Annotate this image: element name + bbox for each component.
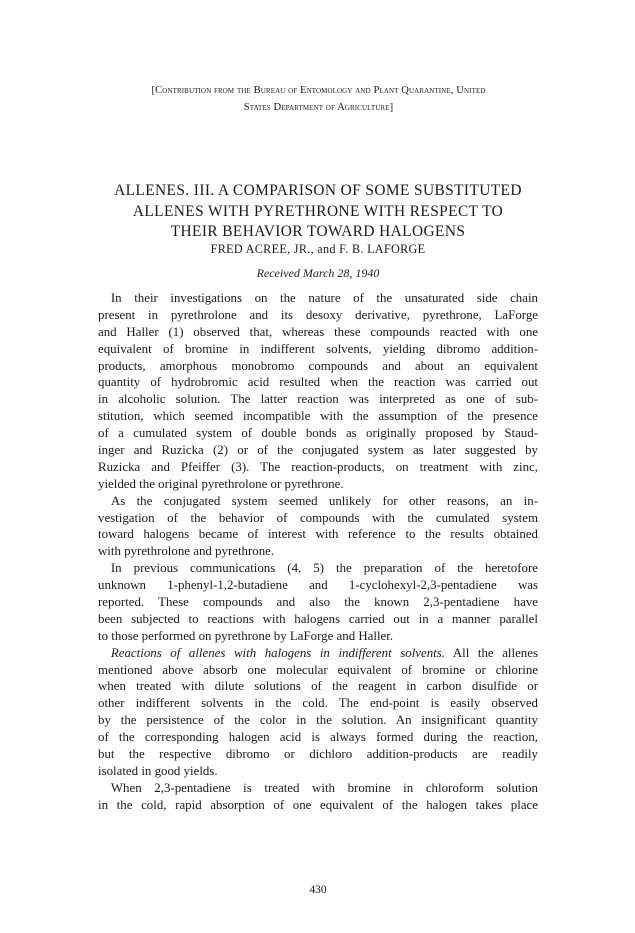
- body-line: inger and Ruzicka (2) or of the conjugated system as later suggested by: [98, 443, 538, 458]
- body-line: quantity of hydrobromic acid resulted when the reaction was carried out: [98, 375, 538, 390]
- body-line: of a cumulated system of double bonds as originally proposed by Staud-: [98, 426, 538, 441]
- body-line: isolated in good yields.: [98, 763, 218, 778]
- body-line: vestigation of the behavior of compounds with the cumulated system: [98, 510, 538, 525]
- body-line: equivalent of bromine in indifferent solvents, yielding dibromo addition-: [98, 341, 538, 356]
- body-line: but the respective dibromo or dichloro addition-products are readily: [98, 747, 538, 762]
- body-line: Ruzicka and Pfeiffer (3). The reaction-products, on treatment with zinc,: [98, 459, 538, 474]
- body-line: As the conjugated system seemed unlikely for other reasons, an in-: [98, 493, 538, 508]
- body-line: stitution, which seemed incompatible with the assumption of the presence: [98, 409, 538, 424]
- body-line: with pyrethrolone and pyrethrone.: [98, 544, 275, 559]
- body-line: to those performed on pyrethrone by LaForge and Haller.: [98, 628, 394, 643]
- section-heading-reactions: Reactions of allenes with halogens in indifferent solvents.: [110, 645, 445, 660]
- body-line: In previous communications (4, 5) the preparation of the heretofore: [98, 561, 538, 576]
- body-text: All the allenes: [452, 645, 538, 660]
- body-line: When 2,3-pentadiene is treated with bromine in chloroform solution: [98, 780, 538, 795]
- article-body: [98, 290, 538, 814]
- contribution-line-2: States Department of Agriculture]: [243, 102, 394, 113]
- body-line: in the cold, rapid absorption of one equivalent of the halogen takes place: [98, 797, 538, 812]
- body-line: been subjected to reactions with halogens carried out in a manner parallel: [98, 611, 538, 626]
- body-line: toward halogens became of interest with reference to the results obtained: [98, 527, 538, 542]
- author-line: FRED ACREE, JR., and F. B. LAFORGE: [210, 242, 426, 256]
- reactions-paragraph-first-line: [98, 645, 538, 662]
- title-line-3: THEIR BEHAVIOR TOWARD HALOGENS: [170, 223, 466, 240]
- page-number: 430: [309, 884, 327, 896]
- body-line: present in pyrethrolone and its desoxy derivative, pyrethrone, LaForge: [98, 307, 538, 322]
- body-line: in alcoholic solution. The latter reaction was interpreted as one of sub-: [98, 392, 538, 407]
- contribution-line-1: [Contribution from the Bureau of Entomology and Plant Quarantine, United: [151, 85, 486, 96]
- body-line: products, amorphous monobromo compounds and about an equivalent: [98, 358, 538, 373]
- body-line: when treated with dilute solutions of the reagent in carbon disulfide or: [98, 679, 538, 694]
- body-line: and Haller (1) observed that, whereas these compounds reacted with one: [98, 324, 538, 339]
- body-line: reported. These compounds and also the known 2,3-pentadiene have: [98, 595, 538, 610]
- article-title: [98, 181, 538, 243]
- body-line: In their investigations on the nature of the unsaturated side chain: [98, 291, 538, 305]
- title-line-1: ALLENES. III. A COMPARISON OF SOME SUBSTITUTED: [114, 182, 522, 199]
- body-line: unknown 1-phenyl-1,2-butadiene and 1-cyclohexyl-2,3-pentadiene was: [98, 578, 538, 593]
- body-line: of the corresponding halogen acid is always formed during the reaction,: [98, 730, 538, 745]
- body-line: other indifferent solvents in the cold. The end-point is easily observed: [98, 696, 538, 711]
- body-line: mentioned above absorb one molecular equivalent of bromine or chlorine: [98, 662, 538, 677]
- body-line: yielded the original pyrethrolone or pyrethrone.: [98, 476, 344, 491]
- contribution-header: [95, 82, 542, 116]
- received-date: Received March 28, 1940: [256, 266, 380, 280]
- body-line: by the persistence of the color in the solution. An insignificant quantity: [98, 713, 538, 728]
- title-line-2: ALLENES WITH PYRETHRONE WITH RESPECT TO: [132, 202, 504, 220]
